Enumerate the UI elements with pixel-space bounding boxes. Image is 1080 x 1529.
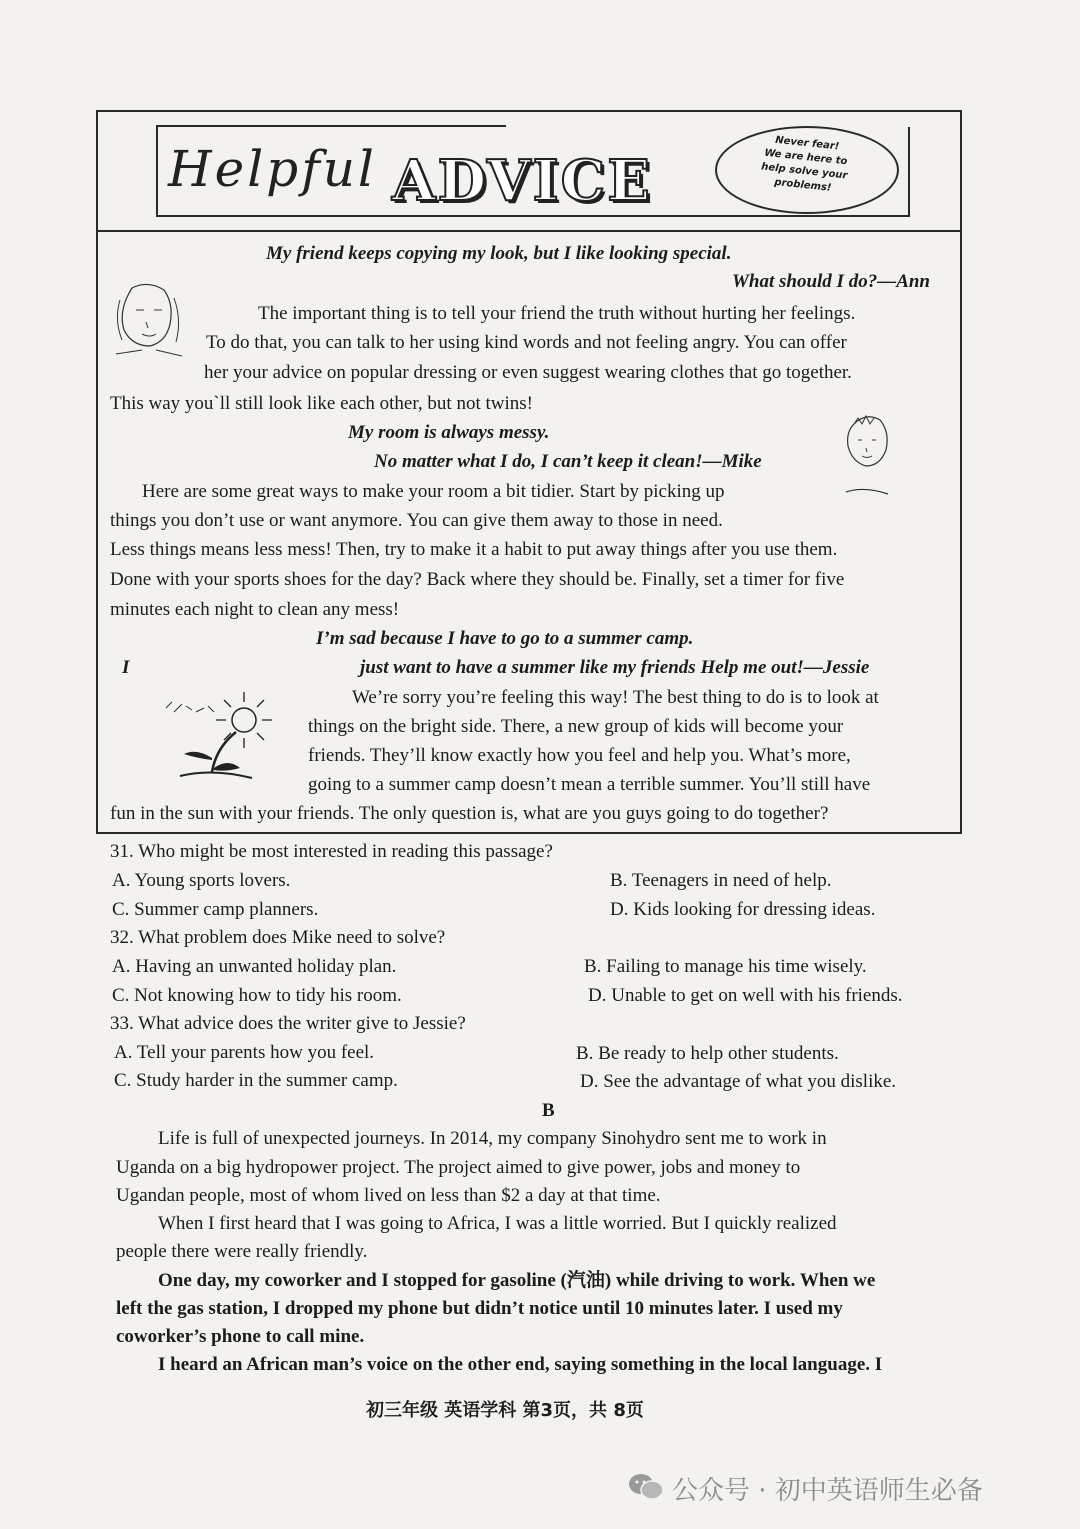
letter2-line: Here are some great ways to make your room a bit tidier. Start by picking up: [142, 481, 725, 502]
oval-line: problems!: [773, 176, 832, 194]
letter2-question: My room is always messy.: [348, 422, 550, 443]
letter2-line: Done with your sports shoes for the day? Back where they should be. Finally, set a timer for five: [110, 569, 845, 590]
flower-sketch: [156, 688, 280, 784]
oval-line: Never fear!: [774, 134, 840, 153]
letter3-line: friends. They’ll know exactly how you feel and help you. What’s more,: [308, 745, 851, 766]
wechat-icon: [628, 1472, 664, 1502]
section-b-label: B: [542, 1100, 555, 1121]
title-helpful: Helpful: [168, 140, 377, 198]
question-stem: 32. What problem does Mike need to solve?: [110, 927, 446, 948]
oval-line: We are here to: [763, 147, 848, 168]
passage-line: people there were really friendly.: [116, 1241, 368, 1262]
page-footer: 初三年级 英语学科 第3页，共 8页: [366, 1400, 644, 1421]
passage-line: Ugandan people, most of whom lived on less than $2 a day at that time.: [116, 1185, 661, 1206]
title-advice: ADVICE: [392, 148, 652, 214]
letter2-line: minutes each night to clean any mess!: [110, 599, 400, 620]
letter3-line: going to a summer camp doesn’t mean a terrible summer. You’ll still have: [308, 774, 871, 795]
passage-line: Uganda on a big hydropower project. The project aimed to give power, jobs and money to: [116, 1157, 801, 1178]
letter1-line: To do that, you can talk to her using kind words and not feeling angry. You can offer: [206, 332, 847, 353]
boy-face-sketch: [840, 410, 896, 502]
question-stem: 33. What advice does the writer give to Jessie?: [110, 1013, 466, 1034]
passage-line: I heard an African man’s voice on the other end, saying something in the local language. I: [158, 1354, 883, 1375]
option-a: A. Tell your parents how you feel.: [114, 1042, 375, 1063]
letter1-question: My friend keeps copying my look, but I like looking special.: [266, 243, 732, 264]
letter1-line: her your advice on popular dressing or even suggest wearing clothes that go together.: [204, 362, 852, 383]
option-c: C. Study harder in the summer camp.: [114, 1070, 398, 1091]
option-a: A. Young sports lovers.: [112, 870, 291, 891]
passage-line: Life is full of unexpected journeys. In 2014, my company Sinohydro sent me to work in: [158, 1128, 827, 1149]
option-b: B. Be ready to help other students.: [576, 1043, 839, 1064]
passage-line: left the gas station, I dropped my phone but didn’t notice until 10 minutes later. I used my: [116, 1298, 843, 1319]
letter3-line: fun in the sun with your friends. The only question is, what are you guys going to do together?: [110, 803, 829, 824]
letter1-signature: What should I do?—Ann: [732, 271, 930, 292]
letter2-line: things you don’t use or want anymore. You can give them away to those in need.: [110, 510, 723, 531]
option-d: D. Unable to get on well with his friends.: [588, 985, 903, 1006]
passage-line: coworker’s phone to call mine.: [116, 1326, 365, 1347]
girl-face-sketch: [112, 280, 184, 360]
oval-line: help solve your: [760, 161, 848, 182]
option-d: D. Kids looking for dressing ideas.: [610, 899, 876, 920]
watermark-text: 公众号 · 初中英语师生必备: [672, 1476, 983, 1506]
letter3-signature: just want to have a summer like my friends Help me out!—Jessie: [360, 657, 870, 678]
header-divider: [96, 230, 962, 232]
question-stem: 31. Who might be most interested in reading this passage?: [110, 841, 553, 862]
letter2-signature: No matter what I do, I can’t keep it clean!—Mike: [374, 451, 762, 472]
option-d: D. See the advantage of what you dislike.: [580, 1071, 897, 1092]
letter3-line: We’re sorry you’re feeling this way! The best thing to do is to look at: [352, 687, 879, 708]
letter3-question-i: I: [122, 657, 130, 678]
letter3-question: I’m sad because I have to go to a summer camp.: [316, 628, 694, 649]
letter2-line: Less things means less mess! Then, try to make it a habit to put away things after you use them.: [110, 539, 838, 560]
passage-line: One day, my coworker and I stopped for gasoline (汽油) while driving to work. When we: [158, 1270, 876, 1291]
option-b: B. Teenagers in need of help.: [610, 870, 832, 891]
option-c: C. Not knowing how to tidy his room.: [112, 985, 402, 1006]
letter1-line: This way you`ll still look like each other, but not twins!: [110, 393, 533, 414]
option-c: C. Summer camp planners.: [112, 899, 319, 920]
passage-line: When I first heard that I was going to Africa, I was a little worried. But I quickly realized: [158, 1213, 837, 1234]
letter3-line: things on the bright side. There, a new group of kids will become your: [308, 716, 844, 737]
option-b: B. Failing to manage his time wisely.: [584, 956, 867, 977]
option-a: A. Having an unwanted holiday plan.: [112, 956, 397, 977]
letter1-line: The important thing is to tell your friend the truth without hurting her feelings.: [258, 303, 856, 324]
